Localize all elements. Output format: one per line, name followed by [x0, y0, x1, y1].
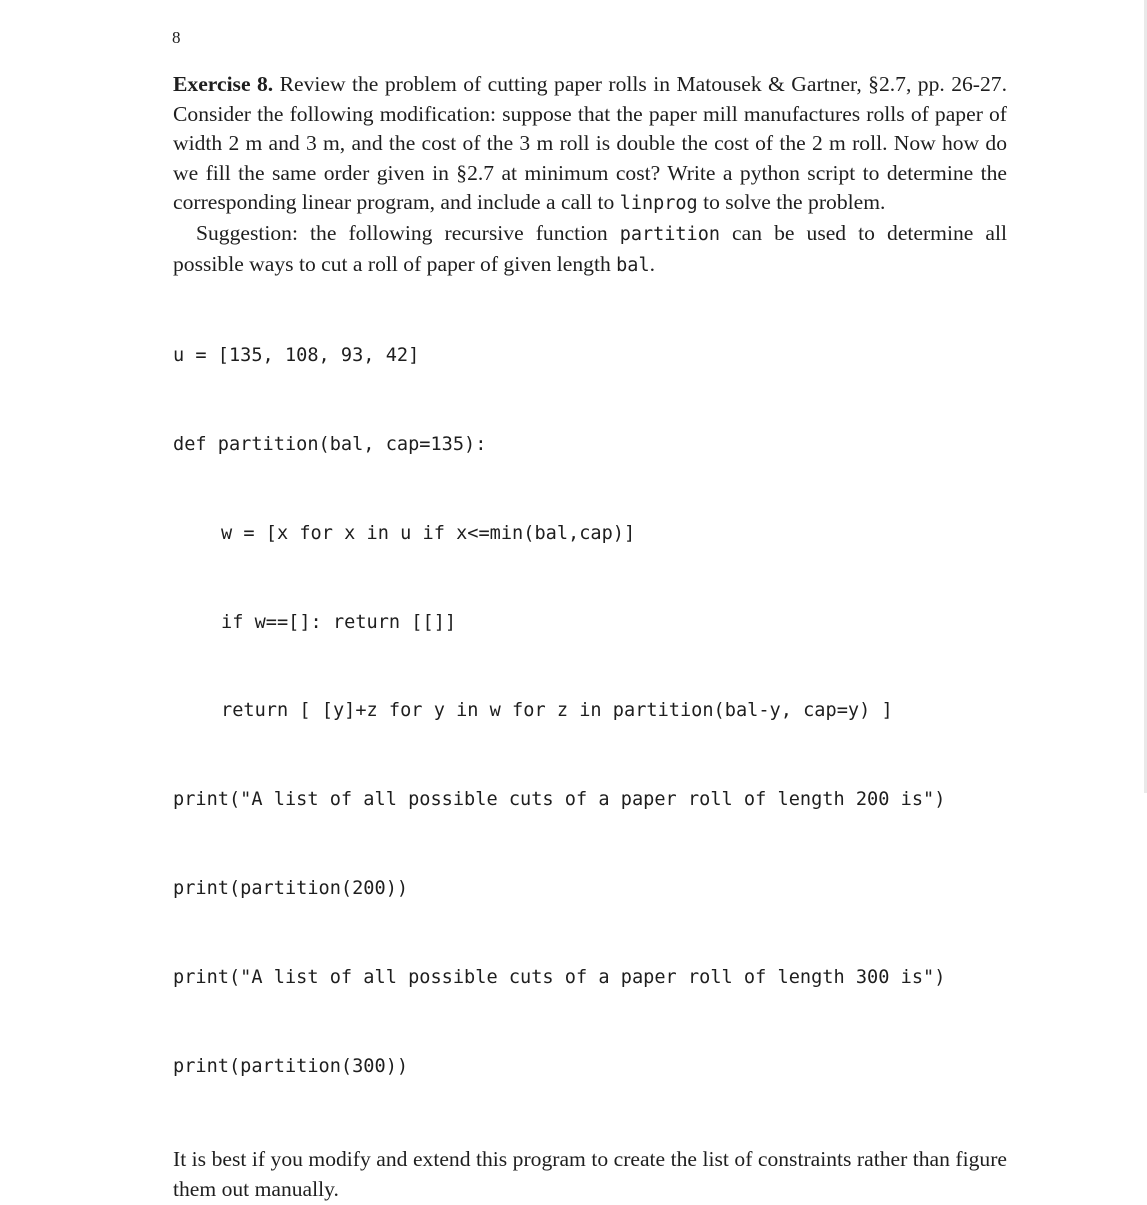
bal-code-term: bal — [616, 254, 650, 276]
code-line: if w==[]: return [[]] — [221, 611, 457, 633]
partition-code-term: partition — [619, 223, 720, 245]
suggestion-text-middle: can be used to determine all possible ways to cut a roll of paper of given length — [173, 220, 1007, 276]
code-line: print("A list of all possible cuts of a paper roll of length 200 is") — [173, 789, 946, 811]
suggestion-paragraph — [173, 219, 1007, 280]
closing-paragraph: It is best if you modify and extend this program to create the list of constraints rather than figure them out manually. — [173, 1147, 1007, 1201]
code-line: u = [135, 108, 93, 42] — [173, 345, 420, 367]
code-line: print(partition(300)) — [173, 1055, 409, 1077]
exercise-label: Exercise 8. — [173, 72, 274, 96]
page-number: 8 — [172, 28, 181, 47]
code-line: print(partition(200)) — [173, 878, 409, 900]
code-line: return [ [y]+z for y in w for z in partition(bal-y, cap=y) ] — [221, 700, 893, 722]
code-line: w = [x for x in u if x<=min(bal,cap)] — [221, 522, 636, 544]
document-body — [173, 70, 1007, 1205]
suggestion-text-end: . — [649, 251, 655, 276]
linprog-code-term: linprog — [619, 193, 698, 215]
code-line: def partition(bal, cap=135): — [173, 434, 487, 456]
exercise-text-end: to solve the problem. — [697, 190, 886, 215]
exercise-paragraph — [173, 70, 1007, 219]
code-line: print("A list of all possible cuts of a paper roll of length 300 is") — [173, 966, 946, 988]
exercise-text: Review the problem of cutting paper rolls in Matousek & Gartner, §2.7, pp. 26-27. Consider the following modification: suppose that the paper mill manufactures rolls of paper of width 2 m and 3 m, and the cost of the 3 m roll is double the cost of the 2 m roll. Now how do we fill the same order given in §2.7 at minimum cost? Write a python script to determine the corresponding linear program, and include a call to — [173, 72, 1007, 215]
suggestion-text: Suggestion: the following recursive function — [196, 220, 620, 245]
code-block — [173, 282, 1007, 1140]
